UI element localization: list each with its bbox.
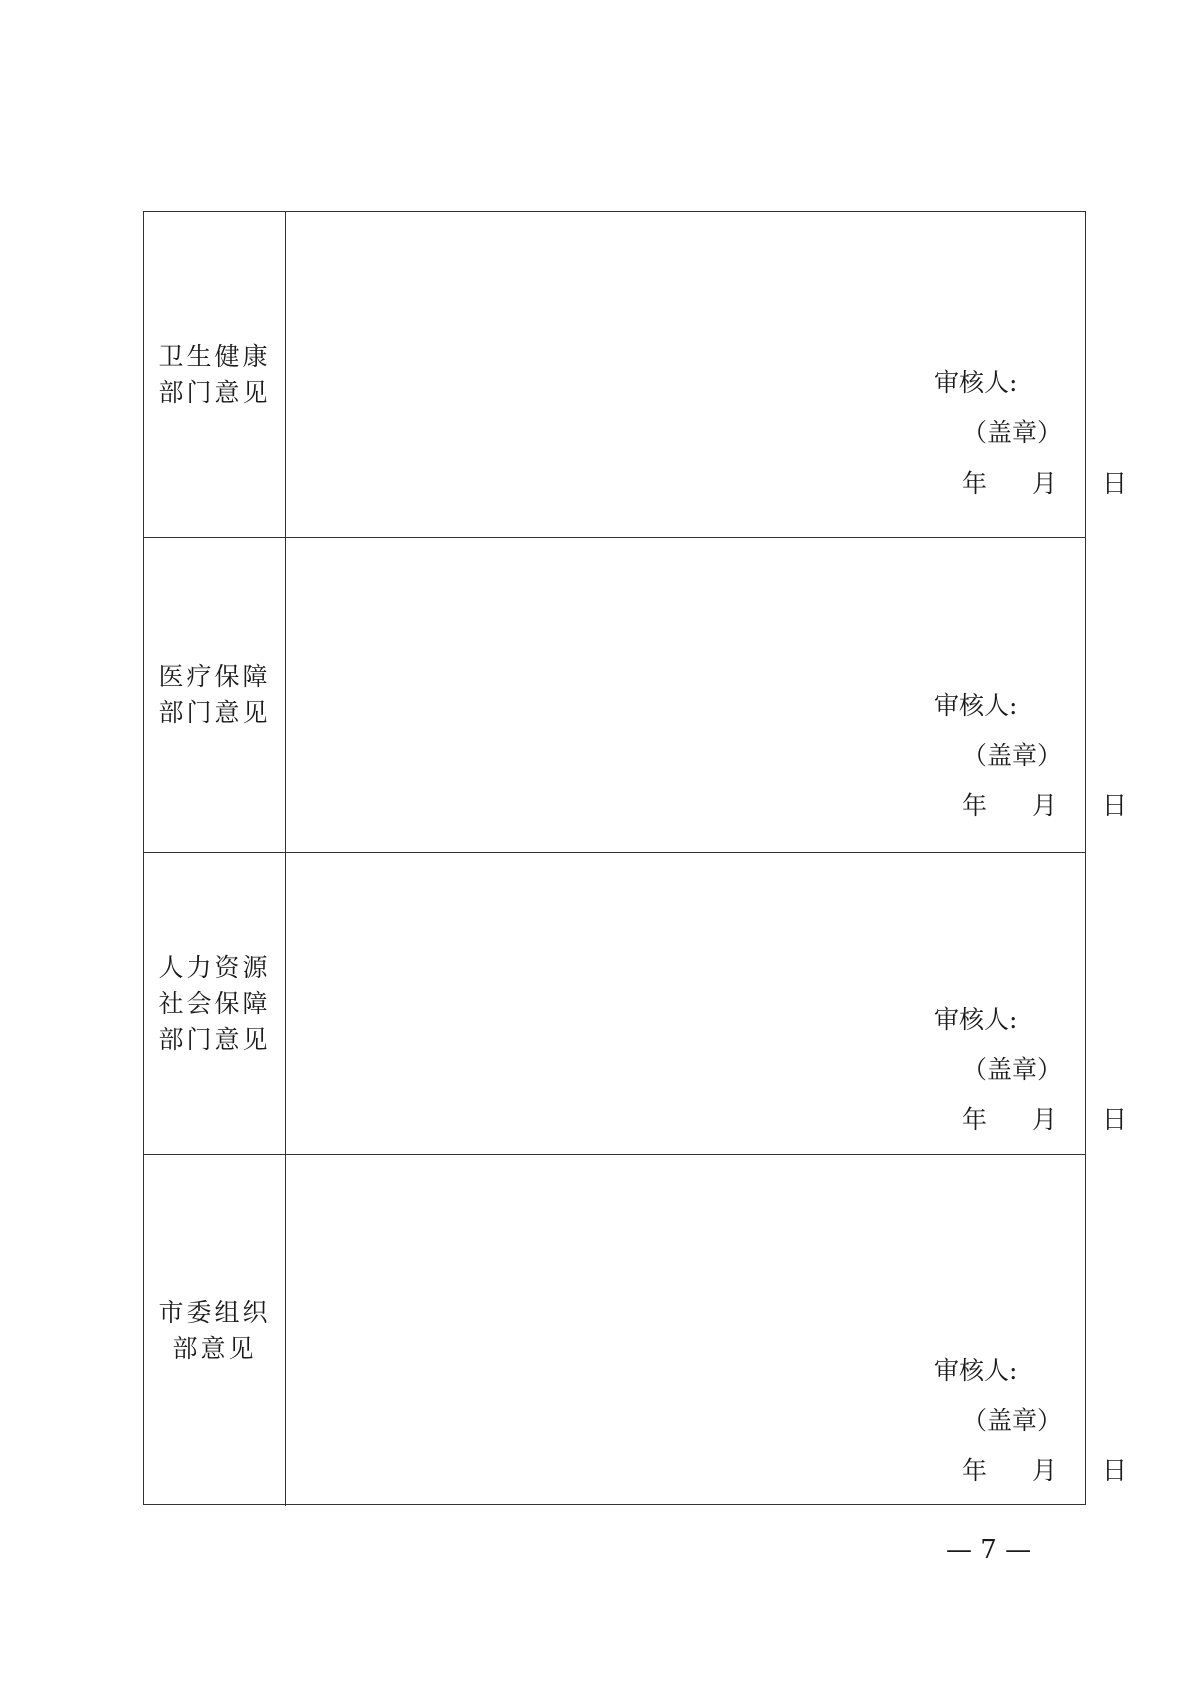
date-day-label: 日 <box>1102 1456 1128 1485</box>
row-label-line: 医疗保障 <box>158 662 271 691</box>
row-label-cell <box>144 853 286 1154</box>
seal-label: （盖章） <box>962 1406 1063 1435</box>
page-number: — 7 — <box>946 1535 1032 1565</box>
opinion-row-medical-security <box>144 538 1128 853</box>
opinion-row-human-resources <box>144 853 1128 1155</box>
row-label-line: 人力资源 <box>158 952 271 982</box>
opinion-input-area[interactable] <box>286 538 1128 852</box>
reviewer-label: 审核人: <box>934 368 1018 397</box>
row-label-line: 部意见 <box>172 1333 257 1363</box>
reviewer-label: 审核人: <box>934 1005 1018 1034</box>
reviewer-label: 审核人: <box>934 1356 1018 1385</box>
row-label-line: 社会保障 <box>158 988 271 1018</box>
date-month-label: 月 <box>1032 1105 1058 1134</box>
row-label-line: 部门意见 <box>158 1024 271 1054</box>
row-label-line: 部门意见 <box>158 698 271 727</box>
date-month-label: 月 <box>1032 469 1058 498</box>
opinion-row-organization-dept <box>144 1155 1128 1506</box>
row-label-line: 市委组织 <box>158 1297 271 1327</box>
opinion-input-area[interactable] <box>286 853 1128 1154</box>
date-month-label: 月 <box>1032 791 1058 820</box>
date-year-label: 年 <box>962 469 988 498</box>
seal-label: （盖章） <box>962 418 1063 447</box>
row-label-cell <box>144 1155 286 1506</box>
seal-label: （盖章） <box>962 741 1063 770</box>
row-label-line: 部门意见 <box>158 377 271 407</box>
reviewer-label: 审核人: <box>934 691 1018 720</box>
date-year-label: 年 <box>962 1105 988 1134</box>
row-label-line: 卫生健康 <box>158 341 271 371</box>
approval-form-table <box>143 211 1128 1505</box>
row-label-cell <box>144 212 286 537</box>
opinion-input-area[interactable] <box>286 212 1128 537</box>
date-day-label: 日 <box>1102 469 1128 498</box>
date-day-label: 日 <box>1102 791 1128 820</box>
date-month-label: 月 <box>1032 1456 1058 1485</box>
date-year-label: 年 <box>962 1456 988 1485</box>
opinion-input-area[interactable] <box>286 1155 1128 1506</box>
date-year-label: 年 <box>962 791 988 820</box>
opinion-row-health <box>144 212 1128 538</box>
date-day-label: 日 <box>1102 1105 1128 1134</box>
row-label-cell <box>144 538 286 852</box>
seal-label: （盖章） <box>962 1055 1063 1084</box>
